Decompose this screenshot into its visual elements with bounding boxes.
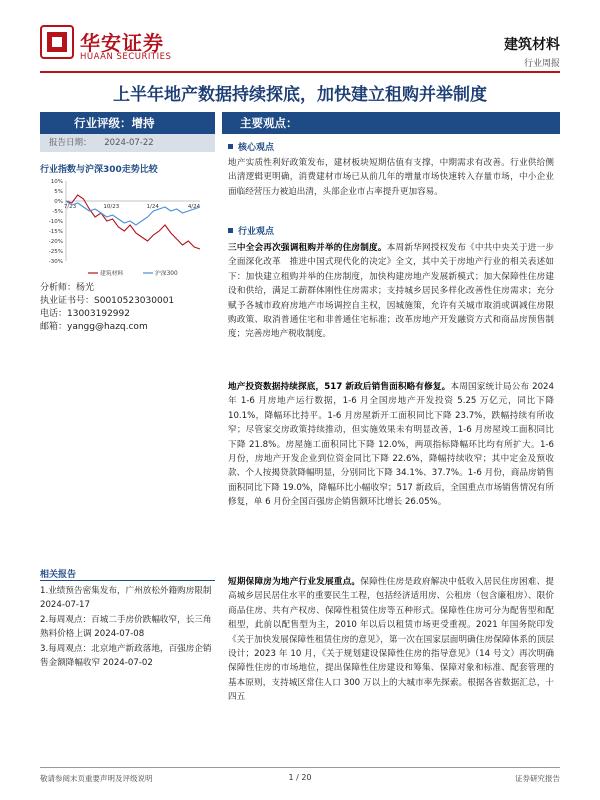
footer-disclaimer: 敬请参阅末页重要声明及评级说明 — [40, 774, 153, 783]
paragraph-investment — [228, 380, 554, 510]
paragraph-lead: 三中全会再次强调租购并举的住房制度。 — [228, 243, 387, 253]
y-tick-label: 0% — [54, 199, 63, 205]
header-divider — [40, 71, 560, 73]
x-tick-label: 1/24 — [146, 204, 159, 210]
report-type-label: 行业周报 — [523, 59, 560, 69]
related-report-item[interactable]: 3.每周观点：北京地产新政落地，百强房企销售金额降幅收窄 2024-07-02 — [40, 644, 212, 668]
y-tick-label: -15% — [48, 229, 63, 235]
brand-name-en: HUAAN SECURITIES — [80, 52, 172, 62]
legend-label: 沪深300 — [155, 271, 178, 277]
paragraph-body: 本周新华网授权发布《中共中央关于进一步全面深化改革 推进中国式现代化的决定》全文，其中关于房地产行业的相关表述如下：加快建立租购并举的住房制度，加快构建房地产发展新模式；加大保障性住房建设和供给，满足工薪群体刚性住房需求；支持城乡居民多样化改善性住房需求；充分赋予各城市政府房地产市场调控自主权，因城施策，允许有关城市取消或调减住房限购政策、取消普通住宅和非普通住宅标准；改革房地产开发融资方式和商品房预售制度；完善房地产税收制度。 — [228, 243, 554, 340]
y-tick-label: -30% — [48, 259, 63, 265]
paragraph-body: 本周国家统计局公布 2024 年 1-6 月房地产运行数据，1-6 月全国房地产开发投资 5.25 万亿元，同比下降 10.1%，降幅环比持平。1-6 月房屋新开工面积同比下降 23.7%，跌幅持续有所收窄；尽管家交房政策持续推动，但实施效果未有明显改善，1-6 月房屋竣工面积同比下降 21.8%。房屋施工面积同比下降 12.0%，两项指标降幅环比均有所扩大。1-6 月份，房地产开发企业到位资金同比下降 22.6%，降幅持续收窄；其中定金及预收款、个人按揭贷款降幅明显，分别同比下降 34.1%、37.7%。1-6 月份，商品房销售面积同比下降 19.0%，降幅环比小幅收窄；517 新政后，全国重点市场销售情况有所修复，单 6 月份全国百强房企销售额环比增长 26.05%。 — [228, 382, 554, 508]
related-divider — [40, 580, 215, 581]
related-report-item[interactable]: 2.每周观点：百城二手房价跌幅收窄，长三角熟料价格上调 2024-07-08 — [40, 615, 212, 639]
core-view-heading: 核心观点 — [228, 140, 554, 153]
rating-banner: 行业评级：增持 — [40, 112, 215, 134]
analyst-name: 分析师：杨光 — [40, 283, 95, 293]
y-tick-label: 10% — [50, 179, 63, 185]
brand-logo-icon — [40, 25, 74, 59]
analyst-email[interactable]: 邮箱：yangg@hazq.com — [40, 322, 148, 332]
y-tick-label: -20% — [48, 239, 63, 245]
industry-view-heading: 行业观点 — [228, 224, 554, 237]
footer-divider — [40, 767, 560, 768]
x-tick-label: 10/23 — [103, 204, 120, 210]
page-number: 1 / 20 — [288, 773, 312, 782]
sector-label: 建筑材料 — [504, 37, 560, 53]
series-line-1 — [63, 195, 200, 249]
index-comparison-chart — [40, 175, 215, 285]
x-tick-label: 4/24 — [187, 204, 201, 210]
core-view-text: 地产实质性利好政策发布，建材板块短期估值有支撑，中期需求有改善。行业供给侧出清逻辑更明确，消费建材市场已从前几年的增量市场快速转入存量市场，中小企业面临经营压力被迫出清，头部企业市占率提升更加容易。 — [228, 158, 554, 197]
paragraph-housing-system — [228, 241, 554, 342]
legend-label: 建筑材料 — [100, 271, 124, 277]
analyst-license: 执业证书号：S0010523030001 — [40, 296, 175, 306]
analyst-info — [40, 282, 174, 334]
core-view-section — [228, 140, 554, 199]
main-points-banner: 主要观点： — [222, 112, 560, 134]
report-date: 报告日期： 2024-07-22 — [40, 134, 215, 152]
y-tick-label: -10% — [48, 219, 63, 225]
footer-report-label: 证券研究报告 — [515, 774, 560, 783]
related-reports-title: 相关报告 — [40, 570, 77, 580]
analyst-phone: 电话：13003192992 — [40, 309, 130, 319]
related-reports-list — [40, 585, 215, 672]
series-line-2 — [63, 201, 200, 225]
x-tick-label: 7/23 — [63, 204, 77, 210]
paragraph-body: 保障性住房是政府解决中低收入居民住房困难、提高城乡居民居住水平的重要民生工程，包括经济适用房、公租房（包含廉租房）、限价商品住房、共有产权房、保障性租赁住房等五种形式。保障性住房可分为配售型和配租型，此前以配售型为主，2010 年以后以租赁市场更受重视。2021 年国务院印发《关于加快发展保障性租赁住房的意见》，第一次在国家层面明确住房保障体系的顶层设计；2023 年 10 月，《关于规划建设保障性住房的指导意见》（14 号文）再次明确保障性住房的市场地位，提出保障性住房建设和筹集、保障对象和标准、配套管理的基本原则，支持城区常住人口 300 万以上的大城市率先探索。根据各省数据汇总，十四五 — [228, 577, 554, 703]
y-tick-label: 5% — [54, 189, 63, 195]
related-report-item[interactable]: 1.业绩预告密集发布，广州放松外籍购房限制 2024-07-17 — [40, 586, 212, 610]
chart-title: 行业指数与沪深300走势比较 — [40, 165, 158, 175]
paragraph-lead: 地产投资数据持续探底，517 新政后销售面积略有修复。 — [228, 382, 451, 392]
paragraph-lead: 短期保障房为地产行业发展重点。 — [228, 577, 361, 587]
paragraph-affordable-housing — [228, 575, 554, 705]
industry-view-section — [228, 224, 554, 342]
brand-name: 华安证券 — [80, 31, 164, 55]
report-title: 上半年地产数据持续探底，加快建立租购并举制度 — [113, 85, 487, 105]
y-tick-label: -5% — [52, 209, 63, 215]
y-tick-label: -25% — [48, 249, 63, 255]
